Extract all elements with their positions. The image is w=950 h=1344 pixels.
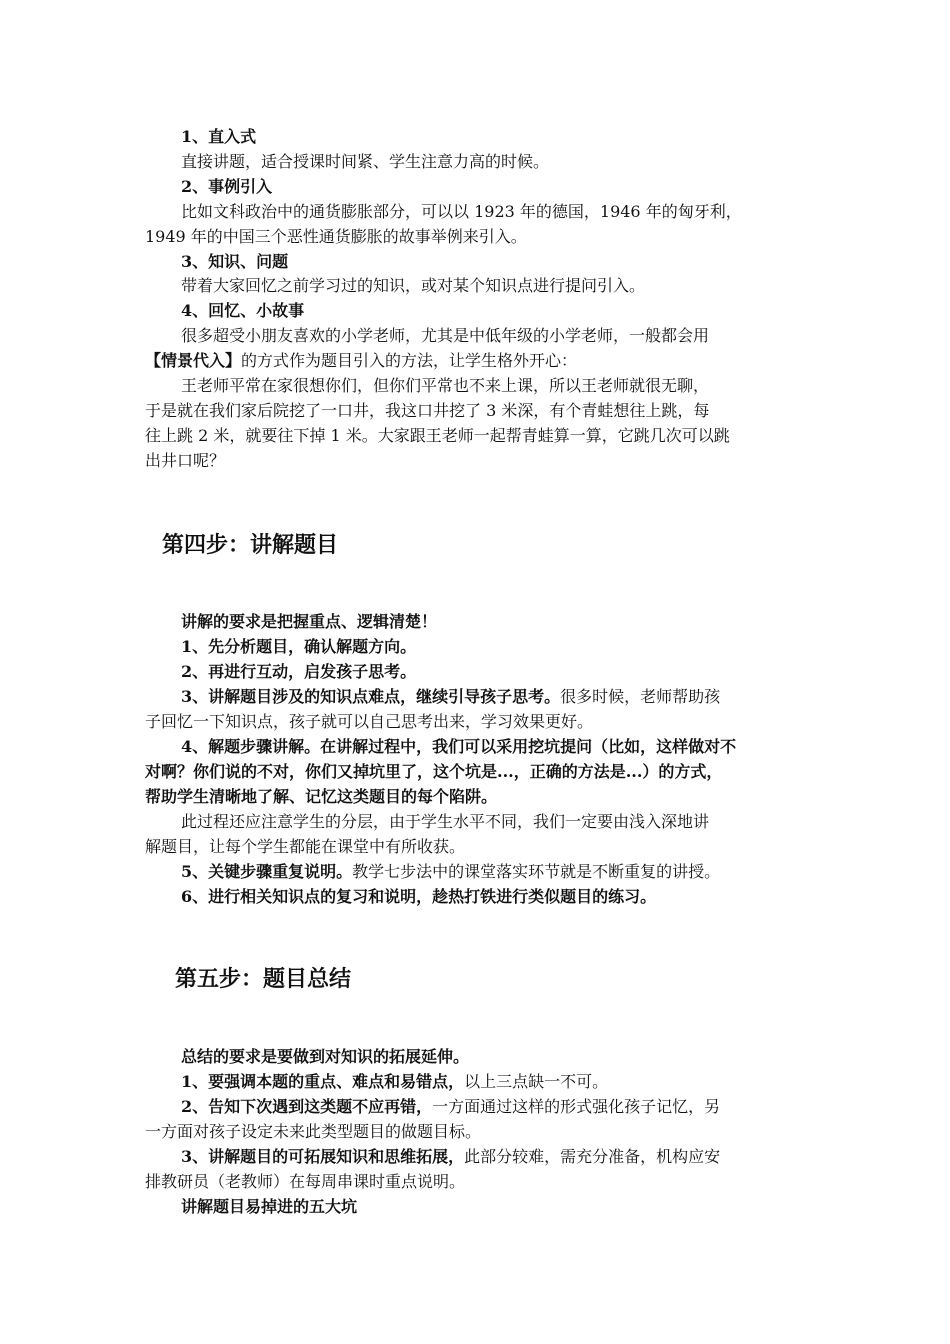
step5-point3-bold: 3、讲解题目的可拓展知识和思维拓展， (181, 1147, 465, 1166)
item4-text-line1: 很多超受小朋友喜欢的小学老师，尤其是中低年级的小学老师，一般都会用 (181, 326, 710, 345)
step5-point2-line2: 一方面对孩子设定未来此类型题目的做题目标。 (145, 1122, 482, 1141)
step4-point5-bold: 5、关键步骤重复说明。 (181, 862, 353, 881)
step5-point3-rest: 此部分较难，需充分准备，机构应安 (464, 1147, 721, 1166)
step5-point3-line2: 排教研员（老教师）在每周串课时重点说明。 (145, 1172, 466, 1191)
step5-point1-rest: 以上三点缺一不可。 (464, 1072, 609, 1091)
step4-point2: 2、再进行互动，启发孩子思考。 (181, 662, 417, 681)
step4-point3-bold: 3、讲解题目涉及的知识点难点，继续引导孩子思考。 (181, 687, 561, 706)
step4-point5-rest: 教学七步法中的课堂落实环节就是不断重复的讲授。 (352, 862, 721, 881)
story-line2: 于是就在我们家后院挖了一口井，我这口井挖了 3 米深，有个青蛙想往上跳，每 (145, 401, 710, 420)
item4-text-line2-rest: 的方式作为题目引入的方法，让学生格外开心： (241, 351, 578, 370)
step4-heading: 第四步：讲解题目 (162, 532, 339, 558)
item1-text: 直接讲题，适合授课时间紧、学生注意力高的时候。 (181, 152, 550, 171)
item3-text: 带着大家回忆之前学习过的知识，或对某个知识点进行提问引入。 (181, 276, 646, 295)
step5-point2 (181, 1095, 815, 1119)
step5-point3 (181, 1145, 815, 1169)
step4-note-line1: 此过程还应注意学生的分层，由于学生水平不同，我们一定要由浅入深地讲 (181, 812, 710, 831)
step5-requirement: 总结的要求是要做到对知识的拓展延伸。 (181, 1047, 470, 1066)
item2-text-line2: 1949 年的中国三个恶性通货膨胀的故事举例来引入。 (145, 227, 527, 246)
step4-point5 (181, 860, 815, 884)
step4-point3-rest: 很多时候，老师帮助孩 (560, 687, 721, 706)
story-line3: 往上跳 2 米，就要往下掉 1 米。大家跟王老师一起帮青蛙算一算，它跳几次可以跳 (145, 426, 730, 445)
item2-text-line1: 比如文科政治中的通货膨胀部分，可以以 1923 年的德国，1946 年的匈牙利， (181, 202, 742, 221)
story-line4: 出井口呢？ (145, 451, 226, 470)
step5-point1-bold: 1、要强调本题的重点、难点和易错点， (181, 1072, 465, 1091)
step4-requirement: 讲解的要求是把握重点、逻辑清楚！ (181, 612, 438, 631)
step5-point2-rest: 一方面通过这样的形式强化孩子记忆，另 (432, 1097, 721, 1116)
item3-title: 3、知识、问题 (181, 252, 289, 271)
step5-point1 (181, 1070, 815, 1094)
step4-point4-line3: 帮助学生清晰地了解、记忆这类题目的每个陷阱。 (145, 787, 498, 806)
step5-heading: 第五步：题目总结 (175, 966, 352, 992)
step4-point4-line1: 4、解题步骤讲解。在讲解过程中，我们可以采用挖坑提问（比如，这样做对不 (181, 737, 737, 756)
story-line1: 王老师平常在家很想你们，但你们平常也不来上课，所以王老师就很无聊， (181, 376, 710, 395)
scenario-keyword: 【情景代入】 (145, 351, 242, 370)
item2-title: 2、事例引入 (181, 177, 273, 196)
item4-text-line2 (145, 349, 815, 373)
step5-point2-bold: 2、告知下次遇到这类题不应再错， (181, 1097, 433, 1116)
item1-title: 1、直入式 (181, 127, 257, 146)
step4-point4-line2: 对啊？你们说的不对，你们又掉坑里了，这个坑是...，正确的方法是...）的方式， (145, 762, 723, 781)
item4-title: 4、回忆、小故事 (181, 301, 305, 320)
step4-point6: 6、进行相关知识点的复习和说明，趁热打铁进行类似题目的练习。 (181, 887, 657, 906)
step4-note-line2: 解题目，让每个学生都能在课堂中有所收获。 (145, 837, 466, 856)
step4-point3-line2: 子回忆一下知识点，孩子就可以自己思考出来，学习效果更好。 (145, 712, 594, 731)
step4-point3 (181, 685, 815, 709)
step4-point1: 1、先分析题目，确认解题方向。 (181, 637, 417, 656)
five-pits-title: 讲解题目易掉进的五大坑 (181, 1197, 358, 1216)
